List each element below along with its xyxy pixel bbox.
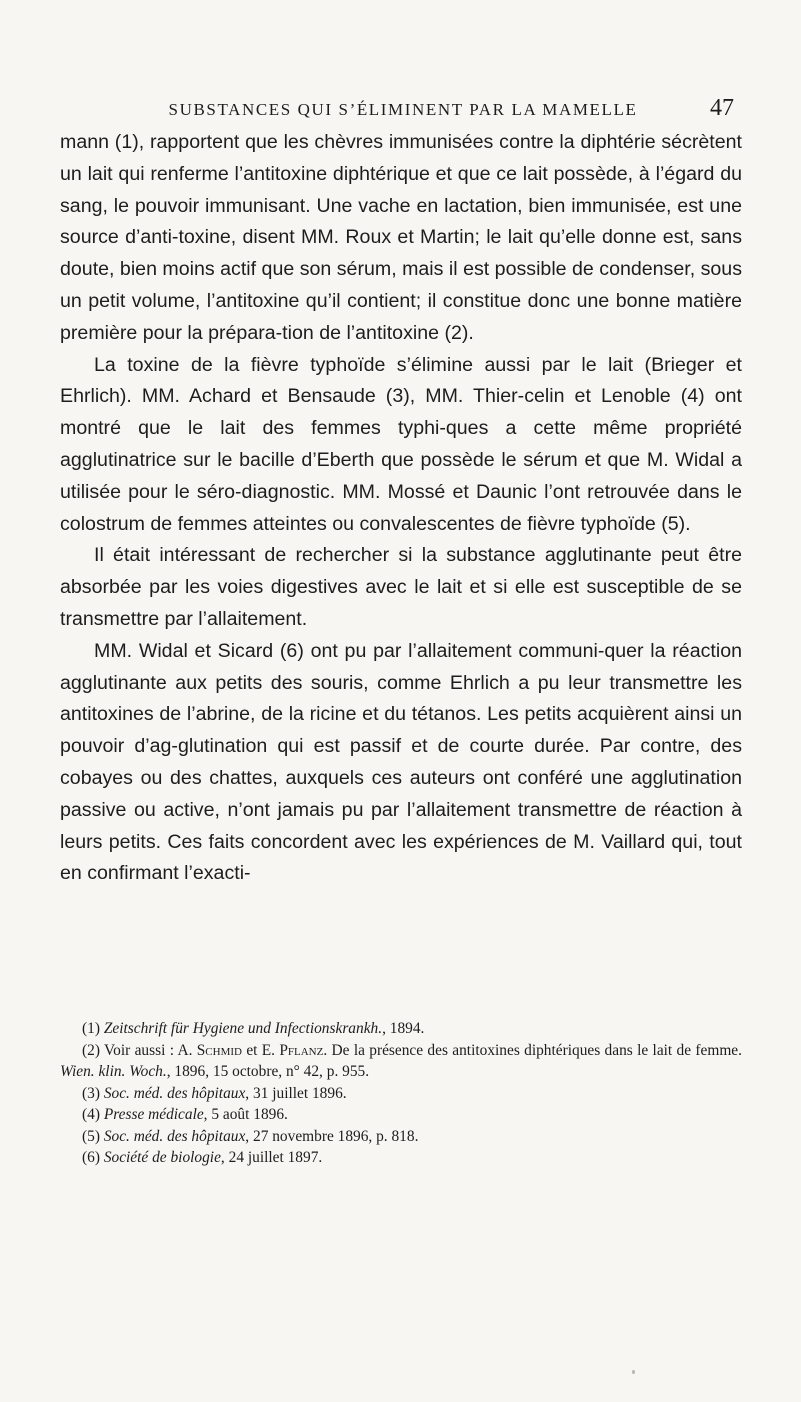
footnote-source: Soc. méd. des hôpitaux — [103, 1084, 246, 1102]
footnote-author: Schmid — [196, 1041, 242, 1059]
footnote-5 — [60, 1126, 742, 1148]
footnotes — [60, 1018, 742, 1169]
footnote-source: Société de biologie — [103, 1149, 221, 1166]
footnote-detail: , 31 juillet 1896. — [245, 1084, 347, 1102]
footnote-number: (6) — [82, 1149, 100, 1166]
footnote-number: (4) — [82, 1106, 100, 1123]
footnote-detail: , 5 août 1896. — [203, 1106, 288, 1123]
footnote-conjunction: et E. — [241, 1041, 280, 1059]
footnote-title: . De la présence des antitoxines diphtériques dans le lait de femme. — [323, 1041, 742, 1059]
body-text — [60, 127, 742, 890]
footnote-detail: , 1896, 15 octobre, n° 42, p. 955. — [166, 1063, 370, 1080]
footnote-1 — [60, 1018, 742, 1040]
footnote-detail: , 24 juillet 1897. — [220, 1149, 323, 1166]
footnote-number: (2) — [82, 1041, 100, 1059]
footnote-source: Presse médicale — [103, 1106, 204, 1123]
page-number: 47 — [710, 95, 734, 121]
footnote-author: Pflanz — [279, 1041, 324, 1059]
footnote-number: (1) — [82, 1020, 100, 1037]
paragraph-widal-sicard: MM. Widal et Sicard (6) ont pu par l’allaitement communi-quer la réaction agglutinante aux petits des souris, comme Ehrlich a pu leur transmettre les antitoxines de l’abrine, de la ricine et du tétanos. Les petits acquièrent ainsi un pouvoir d’ag-glutination qui est passif et de courte durée. Par contre, des cobayes ou des chattes, auxquels ces auteurs ont conféré une agglutination passive ou active, n’ont jamais pu par l’allaitement transmettre de réaction à leurs petits. Ces faits concordent avec les expériences de M. Vaillard qui, tout en confirmant l’exacti- — [60, 639, 742, 885]
footnote-source: Soc. méd. des hôpitaux — [103, 1127, 246, 1145]
footnote-6 — [60, 1147, 742, 1169]
footnote-source: Zeitschrift für Hygiene und Infectionskrankh. — [103, 1020, 383, 1037]
footnote-4 — [60, 1104, 742, 1126]
paper-speck — [632, 1370, 635, 1374]
paragraph-agglutinating-substance: Il était intéressant de rechercher si la substance agglutinante peut être absorbée par les voies digestives avec le lait et si elle est susceptible de se transmettre par l’allaitement. — [60, 544, 742, 630]
footnote-lead: Voir aussi : A. — [104, 1041, 197, 1059]
footnote-number: (5) — [82, 1127, 100, 1145]
footnote-detail: , 1894. — [382, 1020, 425, 1037]
footnote-detail: , 27 novembre 1896, p. 818. — [245, 1127, 419, 1145]
footnote-3 — [60, 1083, 742, 1105]
paragraph-typhoid-toxin: La toxine de la fièvre typhoïde s’élimine aussi par le lait (Brieger et Ehrlich). MM. Achard et Bensaude (3), MM. Thier-celin et Lenoble (4) ont montré que le lait des femmes typhi-ques a cette même propriété agglutinatrice sur le bacille d’Eberth que possède le sérum et que M. Widal a utilisée pour le séro-diagnostic. MM. Mossé et Daunic l’ont retrouvée dans le colostrum de femmes atteintes ou convalescentes de fièvre typhoïde (5). — [60, 353, 742, 535]
running-title: SUBSTANCES QUI S’ÉLIMINENT PAR LA MAMELLE — [168, 100, 638, 119]
footnote-source: Wien. klin. Woch. — [60, 1063, 167, 1080]
footnote-2 — [60, 1040, 742, 1083]
paragraph-continued: mann (1), rapportent que les chèvres immunisées contre la diphtérie sécrètent un lait qui renferme l’antitoxine diphtérique et que ce lait possède, à l’égard du sang, le pouvoir immunisant. Une vache en lactation, bien immunisée, est une source d’anti-toxine, disent MM. Roux et Martin; le lait qu’elle donne est, sans doute, bien moins actif que son sérum, mais il est possible de condenser, sous un petit volume, l’antitoxine qu’il contient; il constitue donc une bonne matière première pour la prépara-tion de l’antitoxine (2). — [60, 131, 742, 344]
footnote-number: (3) — [82, 1084, 100, 1102]
